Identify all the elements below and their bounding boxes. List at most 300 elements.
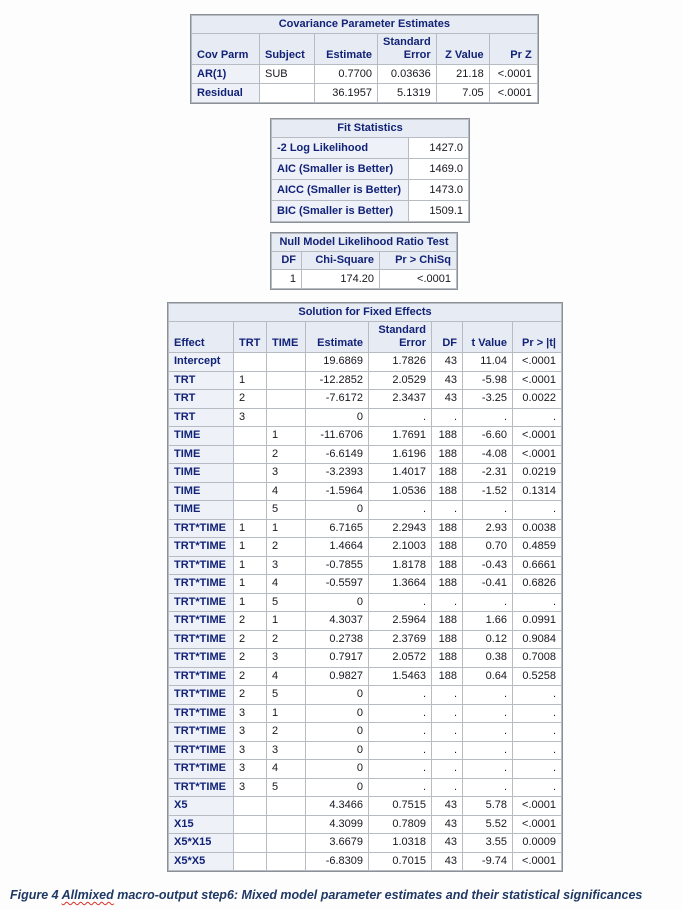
data-cell xyxy=(234,427,267,446)
data-cell: 3 xyxy=(267,556,306,575)
data-cell: 1473.0 xyxy=(409,180,469,201)
data-cell: 4 xyxy=(267,760,306,779)
data-cell xyxy=(234,353,267,372)
data-cell: . xyxy=(369,760,432,779)
data-cell: -1.52 xyxy=(463,482,513,501)
table-title-row xyxy=(169,304,562,322)
data-cell xyxy=(234,834,267,853)
data-cell: 188 xyxy=(432,649,463,668)
row-header-cell: X5*X15 xyxy=(169,834,234,853)
data-cell: . xyxy=(463,593,513,612)
data-cell: 0.03636 xyxy=(378,65,437,84)
table-row xyxy=(272,201,469,222)
column-header: Standard Error xyxy=(378,34,437,65)
table-row xyxy=(169,741,562,760)
data-cell: 0 xyxy=(306,778,369,797)
column-header-row xyxy=(169,322,562,353)
table-row xyxy=(169,704,562,723)
data-cell: 5 xyxy=(267,501,306,520)
data-cell: 0 xyxy=(306,593,369,612)
row-header-cell: TRT xyxy=(169,408,234,427)
data-cell: 2 xyxy=(234,630,267,649)
caption-prefix: Figure 4 xyxy=(10,888,62,902)
data-cell: . xyxy=(432,723,463,742)
covariance-table xyxy=(191,15,538,103)
data-cell: 5.78 xyxy=(463,797,513,816)
data-cell: 21.18 xyxy=(436,65,489,84)
data-cell: 188 xyxy=(432,464,463,483)
data-cell xyxy=(267,834,306,853)
data-cell: . xyxy=(432,501,463,520)
data-cell xyxy=(234,482,267,501)
data-cell: 4.3099 xyxy=(306,815,369,834)
data-cell: 0.1314 xyxy=(513,482,562,501)
data-cell: <.0001 xyxy=(513,445,562,464)
data-cell: 2 xyxy=(234,686,267,705)
data-cell: -7.6172 xyxy=(306,390,369,409)
table-row xyxy=(169,390,562,409)
table-row xyxy=(169,612,562,631)
table-row xyxy=(192,84,538,103)
column-header: Estimate xyxy=(306,322,369,353)
data-cell: 43 xyxy=(432,852,463,871)
data-cell: <.0001 xyxy=(489,65,537,84)
data-cell: 1 xyxy=(267,704,306,723)
row-header-cell: TRT xyxy=(169,390,234,409)
column-header: Pr > |t| xyxy=(513,322,562,353)
data-cell: 188 xyxy=(432,630,463,649)
data-cell: 1.66 xyxy=(463,612,513,631)
data-cell: . xyxy=(513,723,562,742)
data-cell: <.0001 xyxy=(513,852,562,871)
table-row xyxy=(169,408,562,427)
data-cell: 1469.0 xyxy=(409,159,469,180)
table-row xyxy=(272,270,457,289)
data-cell: 43 xyxy=(432,371,463,390)
data-cell: . xyxy=(513,686,562,705)
data-cell: 2.1003 xyxy=(369,538,432,557)
covariance-parameter-estimates-table xyxy=(190,14,539,104)
data-cell: 2.3769 xyxy=(369,630,432,649)
data-cell: 2 xyxy=(234,390,267,409)
data-cell: 1.7691 xyxy=(369,427,432,446)
row-header-cell: TIME xyxy=(169,501,234,520)
table-row xyxy=(272,159,469,180)
column-header: DF xyxy=(272,252,302,270)
data-cell: 43 xyxy=(432,815,463,834)
table-row xyxy=(169,464,562,483)
data-cell: . xyxy=(513,778,562,797)
data-cell: 0.0038 xyxy=(513,519,562,538)
data-cell: -9.74 xyxy=(463,852,513,871)
data-cell: . xyxy=(463,686,513,705)
data-cell: 6.7165 xyxy=(306,519,369,538)
data-cell: . xyxy=(369,686,432,705)
data-cell: 2.0529 xyxy=(369,371,432,390)
data-cell: 174.20 xyxy=(302,270,380,289)
data-cell: 0.2738 xyxy=(306,630,369,649)
row-header-cell: TIME xyxy=(169,427,234,446)
null-model-table-body xyxy=(272,270,457,289)
data-cell: 0.7015 xyxy=(369,852,432,871)
data-cell: SUB xyxy=(260,65,315,84)
data-cell: 1509.1 xyxy=(409,201,469,222)
data-cell: 0 xyxy=(306,760,369,779)
data-cell: 2.0572 xyxy=(369,649,432,668)
data-cell xyxy=(234,815,267,834)
row-header-cell: TRT*TIME xyxy=(169,741,234,760)
data-cell: . xyxy=(513,741,562,760)
data-cell: 0.0991 xyxy=(513,612,562,631)
data-cell: 0.7008 xyxy=(513,649,562,668)
table-row xyxy=(169,501,562,520)
table-title-row xyxy=(192,16,538,34)
column-header: Cov Parm xyxy=(192,34,260,65)
data-cell: . xyxy=(513,704,562,723)
data-cell: . xyxy=(432,593,463,612)
data-cell: 188 xyxy=(432,519,463,538)
table-row xyxy=(169,852,562,871)
data-cell: -1.5964 xyxy=(306,482,369,501)
data-cell: . xyxy=(463,501,513,520)
data-cell: 2 xyxy=(234,612,267,631)
row-header-cell: TRT*TIME xyxy=(169,630,234,649)
column-header: Chi-Square xyxy=(302,252,380,270)
data-cell: 0.0009 xyxy=(513,834,562,853)
data-cell: 0.9827 xyxy=(306,667,369,686)
row-header-cell: X5 xyxy=(169,797,234,816)
null-model-lrt-table xyxy=(270,232,458,290)
table-title: Fit Statistics xyxy=(272,120,469,138)
data-cell: 188 xyxy=(432,667,463,686)
data-cell: 188 xyxy=(432,427,463,446)
data-cell: . xyxy=(432,778,463,797)
data-cell: -6.60 xyxy=(463,427,513,446)
data-cell: 7.05 xyxy=(436,84,489,103)
data-cell: 3 xyxy=(234,741,267,760)
data-cell: 1 xyxy=(272,270,302,289)
row-header-cell: TRT*TIME xyxy=(169,593,234,612)
data-cell: . xyxy=(513,408,562,427)
data-cell: 0.64 xyxy=(463,667,513,686)
table-row xyxy=(169,630,562,649)
row-header-cell: TIME xyxy=(169,464,234,483)
data-cell: 3 xyxy=(234,704,267,723)
row-header-cell: TRT*TIME xyxy=(169,704,234,723)
data-cell: <.0001 xyxy=(513,797,562,816)
row-header-cell: AICC (Smaller is Better) xyxy=(272,180,409,201)
table-row xyxy=(169,427,562,446)
data-cell: <.0001 xyxy=(513,427,562,446)
data-cell: -0.41 xyxy=(463,575,513,594)
data-cell: . xyxy=(463,741,513,760)
data-cell: 2.3437 xyxy=(369,390,432,409)
data-cell: 4 xyxy=(267,575,306,594)
data-cell: 3 xyxy=(234,408,267,427)
figure-caption xyxy=(10,888,675,903)
row-header-cell: X15 xyxy=(169,815,234,834)
table-row xyxy=(169,371,562,390)
column-header: t Value xyxy=(463,322,513,353)
data-cell: 2 xyxy=(267,630,306,649)
data-cell: <.0001 xyxy=(513,371,562,390)
data-cell: . xyxy=(432,704,463,723)
data-cell: 1 xyxy=(267,519,306,538)
data-cell: 1 xyxy=(234,519,267,538)
row-header-cell: TRT*TIME xyxy=(169,667,234,686)
data-cell xyxy=(260,84,315,103)
data-cell: 2.5964 xyxy=(369,612,432,631)
data-cell: 0.7917 xyxy=(306,649,369,668)
data-cell: <.0001 xyxy=(380,270,457,289)
null-model-table xyxy=(271,233,457,289)
data-cell: 43 xyxy=(432,353,463,372)
column-header: Estimate xyxy=(315,34,378,65)
column-header: Standard Error xyxy=(369,322,432,353)
row-header-cell: BIC (Smaller is Better) xyxy=(272,201,409,222)
data-cell: . xyxy=(432,408,463,427)
table-title: Solution for Fixed Effects xyxy=(169,304,562,322)
data-cell: 0 xyxy=(306,704,369,723)
caption-text: macro-output step6: Mixed model parameter estimates and their statistical significances xyxy=(113,888,643,902)
data-cell: 4.3466 xyxy=(306,797,369,816)
data-cell: . xyxy=(513,501,562,520)
row-header-cell: TRT*TIME xyxy=(169,575,234,594)
data-cell xyxy=(234,501,267,520)
row-header-cell: TRT*TIME xyxy=(169,686,234,705)
data-cell: 1 xyxy=(234,575,267,594)
data-cell: <.0001 xyxy=(513,815,562,834)
data-cell: 188 xyxy=(432,612,463,631)
data-cell: 4 xyxy=(267,667,306,686)
data-cell: 1.0318 xyxy=(369,834,432,853)
data-cell: 0.4859 xyxy=(513,538,562,557)
row-header-cell: TIME xyxy=(169,445,234,464)
column-header: TRT xyxy=(234,322,267,353)
fit-table-body xyxy=(272,138,469,222)
row-header-cell: TRT*TIME xyxy=(169,723,234,742)
table-row xyxy=(169,575,562,594)
table-row xyxy=(169,723,562,742)
data-cell: 0.7809 xyxy=(369,815,432,834)
row-header-cell: -2 Log Likelihood xyxy=(272,138,409,159)
data-cell xyxy=(267,815,306,834)
table-title-row xyxy=(272,234,457,252)
data-cell: 0 xyxy=(306,686,369,705)
data-cell: 3 xyxy=(234,723,267,742)
data-cell: 1 xyxy=(234,593,267,612)
data-cell: 3 xyxy=(234,778,267,797)
data-cell: 1 xyxy=(234,538,267,557)
covariance-table-body xyxy=(192,65,538,103)
table-row xyxy=(169,482,562,501)
data-cell: 1 xyxy=(234,371,267,390)
data-cell: 5.1319 xyxy=(378,84,437,103)
table-row xyxy=(192,65,538,84)
row-header-cell: Residual xyxy=(192,84,260,103)
data-cell: 5 xyxy=(267,778,306,797)
table-row xyxy=(169,593,562,612)
data-cell: 3.55 xyxy=(463,834,513,853)
row-header-cell: TRT*TIME xyxy=(169,519,234,538)
column-header: TIME xyxy=(267,322,306,353)
data-cell: 1.6196 xyxy=(369,445,432,464)
data-cell: 5 xyxy=(267,593,306,612)
data-cell: 188 xyxy=(432,538,463,557)
data-cell: 19.6869 xyxy=(306,353,369,372)
data-cell: 0 xyxy=(306,741,369,760)
data-cell: . xyxy=(463,704,513,723)
data-cell: 1.4664 xyxy=(306,538,369,557)
data-cell: <.0001 xyxy=(489,84,537,103)
row-header-cell: TRT*TIME xyxy=(169,778,234,797)
data-cell: 0.12 xyxy=(463,630,513,649)
data-cell xyxy=(267,852,306,871)
data-cell: 0.0219 xyxy=(513,464,562,483)
data-cell: <.0001 xyxy=(513,353,562,372)
data-cell: -6.8309 xyxy=(306,852,369,871)
data-cell xyxy=(234,852,267,871)
data-cell: 1 xyxy=(267,427,306,446)
table-row xyxy=(169,353,562,372)
data-cell: . xyxy=(369,741,432,760)
data-cell xyxy=(234,797,267,816)
column-header-row xyxy=(192,34,538,65)
data-cell xyxy=(267,371,306,390)
data-cell: 0.7515 xyxy=(369,797,432,816)
column-header: Effect xyxy=(169,322,234,353)
data-cell: 1.5463 xyxy=(369,667,432,686)
data-cell: 0.70 xyxy=(463,538,513,557)
data-cell: 3 xyxy=(267,741,306,760)
data-cell: 0.0022 xyxy=(513,390,562,409)
column-header: Pr > ChiSq xyxy=(380,252,457,270)
table-row xyxy=(169,556,562,575)
row-header-cell: TIME xyxy=(169,482,234,501)
data-cell: 2 xyxy=(267,723,306,742)
data-cell: 188 xyxy=(432,575,463,594)
data-cell: 1.3664 xyxy=(369,575,432,594)
data-cell xyxy=(267,390,306,409)
data-cell: . xyxy=(463,723,513,742)
row-header-cell: Intercept xyxy=(169,353,234,372)
data-cell: . xyxy=(432,686,463,705)
table-row xyxy=(169,778,562,797)
data-cell: -0.43 xyxy=(463,556,513,575)
data-cell: 43 xyxy=(432,390,463,409)
data-cell: 5.52 xyxy=(463,815,513,834)
table-row xyxy=(272,180,469,201)
table-row xyxy=(169,649,562,668)
data-cell: . xyxy=(369,778,432,797)
data-cell: . xyxy=(513,593,562,612)
data-cell: 0 xyxy=(306,723,369,742)
data-cell: -12.2852 xyxy=(306,371,369,390)
table-row xyxy=(169,815,562,834)
table-row xyxy=(169,667,562,686)
column-header: Subject xyxy=(260,34,315,65)
row-header-cell: TRT*TIME xyxy=(169,556,234,575)
row-header-cell: X5*X5 xyxy=(169,852,234,871)
data-cell: 4 xyxy=(267,482,306,501)
data-cell: . xyxy=(463,408,513,427)
data-cell: 1.0536 xyxy=(369,482,432,501)
data-cell: -5.98 xyxy=(463,371,513,390)
table-row xyxy=(169,445,562,464)
data-cell: -2.31 xyxy=(463,464,513,483)
data-cell: 11.04 xyxy=(463,353,513,372)
data-cell xyxy=(234,445,267,464)
solution-for-fixed-effects-table xyxy=(167,302,563,872)
data-cell: 1427.0 xyxy=(409,138,469,159)
data-cell: 2.2943 xyxy=(369,519,432,538)
data-cell: 2 xyxy=(234,667,267,686)
data-cell: 2.93 xyxy=(463,519,513,538)
data-cell: 4.3037 xyxy=(306,612,369,631)
data-cell: 43 xyxy=(432,834,463,853)
fixed-effects-table xyxy=(168,303,562,871)
data-cell: . xyxy=(432,741,463,760)
table-row xyxy=(272,138,469,159)
table-row xyxy=(169,519,562,538)
data-cell: 3 xyxy=(267,649,306,668)
data-cell: 0.6826 xyxy=(513,575,562,594)
data-cell: 3 xyxy=(234,760,267,779)
fixed-effects-table-body xyxy=(169,353,562,871)
column-header-row xyxy=(272,252,457,270)
data-cell: 1.7826 xyxy=(369,353,432,372)
data-cell: . xyxy=(369,408,432,427)
caption-misspelled-word: Allmixed xyxy=(61,888,114,902)
table-title-row xyxy=(272,120,469,138)
data-cell: 188 xyxy=(432,482,463,501)
data-cell: -11.6706 xyxy=(306,427,369,446)
table-row xyxy=(169,760,562,779)
data-cell xyxy=(267,408,306,427)
data-cell: -3.2393 xyxy=(306,464,369,483)
row-header-cell: AR(1) xyxy=(192,65,260,84)
data-cell: 5 xyxy=(267,686,306,705)
data-cell: -4.08 xyxy=(463,445,513,464)
data-cell: 1.8178 xyxy=(369,556,432,575)
data-cell: 2 xyxy=(267,445,306,464)
data-cell: 43 xyxy=(432,797,463,816)
row-header-cell: TRT xyxy=(169,371,234,390)
data-cell: -0.7855 xyxy=(306,556,369,575)
column-header: Z Value xyxy=(436,34,489,65)
table-title: Covariance Parameter Estimates xyxy=(192,16,538,34)
data-cell xyxy=(234,464,267,483)
data-cell: 2 xyxy=(267,538,306,557)
row-header-cell: TRT*TIME xyxy=(169,760,234,779)
data-cell: -0.5597 xyxy=(306,575,369,594)
data-cell: 0.6661 xyxy=(513,556,562,575)
data-cell: 2 xyxy=(234,649,267,668)
data-cell: -6.6149 xyxy=(306,445,369,464)
row-header-cell: TRT*TIME xyxy=(169,649,234,668)
row-header-cell: AIC (Smaller is Better) xyxy=(272,159,409,180)
data-cell: 188 xyxy=(432,556,463,575)
data-cell: 0.9084 xyxy=(513,630,562,649)
data-cell: . xyxy=(432,760,463,779)
row-header-cell: TRT*TIME xyxy=(169,612,234,631)
data-cell: 188 xyxy=(432,445,463,464)
table-row xyxy=(169,797,562,816)
data-cell: . xyxy=(463,760,513,779)
data-cell: . xyxy=(369,704,432,723)
data-cell: 0.5258 xyxy=(513,667,562,686)
data-cell: -3.25 xyxy=(463,390,513,409)
